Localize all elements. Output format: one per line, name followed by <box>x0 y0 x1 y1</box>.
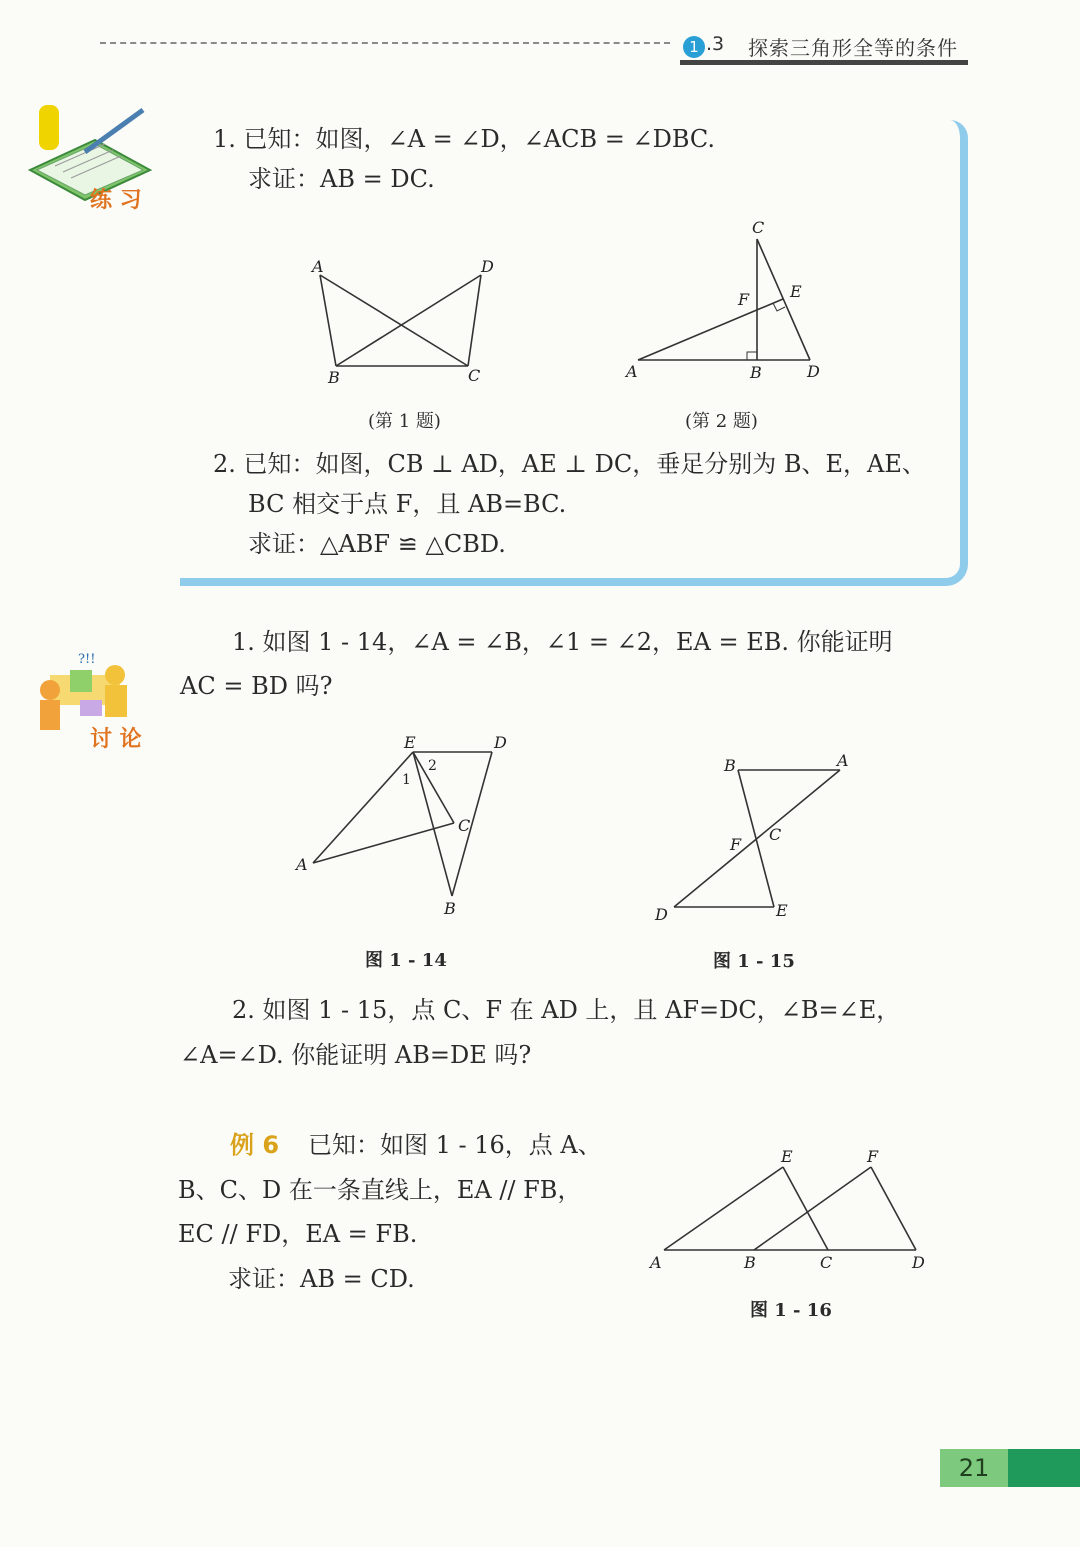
fig2-label-a: A <box>626 362 638 381</box>
fig2-label-b: B <box>750 363 762 382</box>
fig14-caption: 图 1 - 14 <box>365 950 447 971</box>
fig15-label-b: B <box>724 756 736 775</box>
fig16-label-d: D <box>912 1253 925 1272</box>
example-line4: 求证：AB = CD. <box>228 1265 415 1293</box>
fig1-label-a: A <box>312 257 324 276</box>
figure-1-14 <box>290 730 520 920</box>
fig1-label-c: C <box>468 366 481 385</box>
discussion-people-icon <box>30 645 140 730</box>
fig2-label-e: E <box>790 282 802 301</box>
discussion-d1-line2: AC = BD 吗? <box>180 672 333 700</box>
page-number: 21 <box>940 1449 1008 1487</box>
svg-text:?!!: ?!! <box>78 652 96 667</box>
chapter-section: .3 <box>706 33 725 55</box>
practice-q2-line3: 求证：△ABF ≌ △CBD. <box>248 530 506 558</box>
chapter-title: 探索三角形全等的条件 <box>748 36 958 60</box>
fig14-label-1: 1 <box>402 772 411 788</box>
fig2-label-d: D <box>807 362 820 381</box>
header-dashed-rule <box>100 42 670 44</box>
fig15-label-f: F <box>730 835 742 854</box>
fig15-label-a: A <box>837 751 849 770</box>
fig2-label-c: C <box>752 218 765 237</box>
fig15-label-c: C <box>769 825 782 844</box>
fig2-label-f: F <box>738 290 750 309</box>
practice-q1-line2: 求证：AB = DC. <box>248 165 435 193</box>
example-line2: B、C、D 在一条直线上，EA // FB， <box>178 1176 582 1204</box>
fig16-label-f: F <box>867 1147 879 1166</box>
discussion-d1-line1: 1. 如图 1 - 14，∠A = ∠B，∠1 = ∠2，EA = EB. 你能证明 <box>232 628 893 656</box>
fig16-label-a: A <box>650 1253 662 1272</box>
practice-q2-line2: BC 相交于点 F，且 AB=BC. <box>248 490 567 518</box>
figure-1-15 <box>650 748 860 928</box>
example-label: 例 6 <box>230 1131 280 1159</box>
figure-1-16 <box>640 1140 940 1280</box>
fig14-label-e: E <box>404 733 416 752</box>
discussion-icon-label: 讨 论 <box>90 727 142 752</box>
fig14-label-a: A <box>296 855 308 874</box>
page-tab <box>1008 1449 1080 1487</box>
practice-figure-1 <box>300 250 510 390</box>
fig14-label-2: 2 <box>428 758 437 774</box>
fig1-caption: (第 1 题) <box>368 411 441 432</box>
practice-figure-2 <box>620 215 840 385</box>
fig14-label-b: B <box>444 899 456 918</box>
discussion-d2-line2: ∠A=∠D. 你能证明 AB=DE 吗? <box>180 1041 532 1069</box>
practice-q1-line1: 1. 已知：如图，∠A = ∠D，∠ACB = ∠DBC. <box>213 125 716 153</box>
fig16-caption: 图 1 - 16 <box>750 1300 832 1321</box>
example-line3: EC // FD，EA = FB. <box>178 1220 418 1248</box>
fig14-label-c: C <box>458 816 471 835</box>
practice-icon-label: 练 习 <box>90 188 142 213</box>
fig1-label-b: B <box>328 368 340 387</box>
example-line1: 已知：如图 1 - 16，点 A、 <box>308 1131 602 1159</box>
fig2-caption: (第 2 题) <box>685 411 758 432</box>
chapter-badge: 1 <box>683 36 705 58</box>
fig1-label-d: D <box>481 257 494 276</box>
practice-q2-line1: 2. 已知：如图，CB ⊥ AD，AE ⊥ DC，垂足分别为 B、E，AE、 <box>213 450 926 478</box>
fig15-caption: 图 1 - 15 <box>713 951 795 972</box>
fig16-label-b: B <box>744 1253 756 1272</box>
fig15-label-d: D <box>655 905 668 924</box>
fig16-label-e: E <box>781 1147 793 1166</box>
fig16-label-c: C <box>820 1253 833 1272</box>
discussion-d2-line1: 2. 如图 1 - 15，点 C、F 在 AD 上，且 AF=DC，∠B=∠E， <box>232 996 901 1024</box>
fig15-label-e: E <box>776 901 788 920</box>
fig14-label-d: D <box>494 733 507 752</box>
